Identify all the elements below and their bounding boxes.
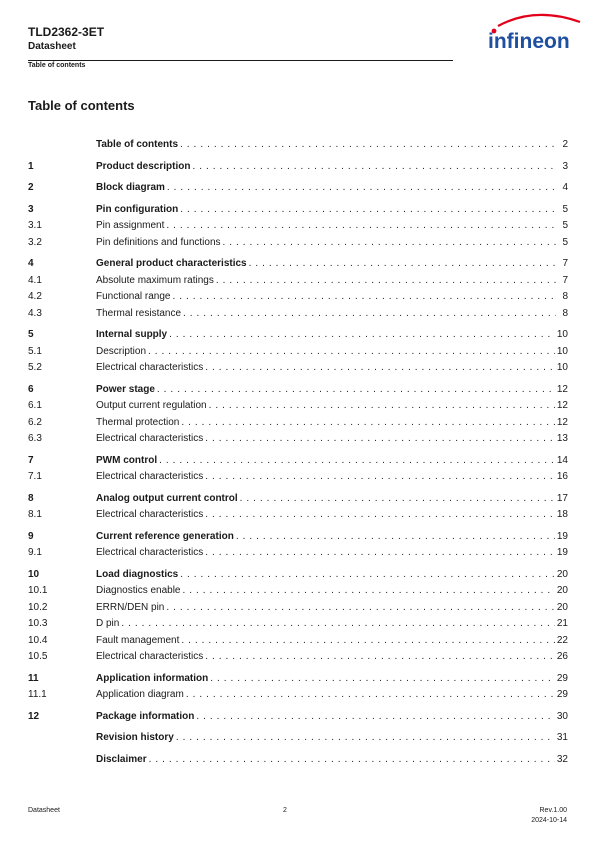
- toc-entry-page[interactable]: 12: [556, 400, 568, 411]
- toc-dot-leader: [236, 530, 555, 543]
- toc-entry-title[interactable]: Description: [96, 346, 147, 357]
- toc-entry-title[interactable]: Electrical characteristics: [96, 651, 204, 662]
- toc-dot-leader: [181, 416, 555, 429]
- toc-dot-leader: [205, 650, 555, 663]
- toc-entry-page[interactable]: 8: [562, 308, 568, 319]
- toc-entry-title[interactable]: Product description: [96, 161, 191, 172]
- toc-entry[interactable]: [28, 399, 568, 412]
- toc-entry[interactable]: [28, 601, 568, 614]
- toc-entry-number: 10.3: [28, 618, 48, 629]
- toc-entry-page[interactable]: 7: [562, 275, 568, 286]
- toc-dot-leader: [166, 601, 555, 614]
- toc-entry-title[interactable]: Package information: [96, 711, 195, 722]
- toc-entry-page[interactable]: 26: [556, 651, 568, 662]
- toc-dot-leader: [209, 399, 555, 412]
- revision-date: 2024-10-14: [531, 817, 567, 824]
- toc-entry[interactable]: [28, 634, 568, 647]
- toc-entry-number: 5.1: [28, 346, 42, 357]
- toc-entry-number: 7: [28, 455, 34, 466]
- toc-entry-number: 8: [28, 493, 34, 504]
- toc-entry-title[interactable]: PWM control: [96, 455, 158, 466]
- toc-entry-title[interactable]: Functional range: [96, 291, 171, 302]
- toc-entry-title[interactable]: Output current regulation: [96, 400, 207, 411]
- toc-entry[interactable]: [28, 508, 568, 521]
- toc-entry-page[interactable]: 18: [556, 509, 568, 520]
- toc-entry-page[interactable]: 10: [556, 329, 568, 340]
- toc-entry-title[interactable]: Pin definitions and functions: [96, 237, 221, 248]
- toc-entry[interactable]: [28, 584, 568, 597]
- toc-entry-page[interactable]: 19: [556, 531, 568, 542]
- toc-entry-title[interactable]: Electrical characteristics: [96, 433, 204, 444]
- toc-entry-title[interactable]: Fault management: [96, 635, 180, 646]
- toc-dot-leader: [121, 617, 555, 630]
- toc-entry-page[interactable]: 31: [556, 732, 568, 743]
- toc-entry-number: 10.2: [28, 602, 48, 613]
- toc-entry-number: 4.1: [28, 275, 42, 286]
- toc-dot-leader: [159, 454, 555, 467]
- page-number: 2: [283, 807, 287, 814]
- toc-entry-title[interactable]: Pin configuration: [96, 204, 179, 215]
- toc-entry-page[interactable]: 29: [556, 673, 568, 684]
- toc-entry[interactable]: [28, 361, 568, 374]
- toc-entry[interactable]: [28, 160, 568, 173]
- toc-dot-leader: [157, 383, 555, 396]
- toc-dot-leader: [169, 328, 555, 341]
- toc-entry[interactable]: [28, 650, 568, 663]
- toc-entry-number: 9.1: [28, 547, 42, 558]
- toc-entry-number: 10.4: [28, 635, 48, 646]
- toc-entry[interactable]: [28, 345, 568, 358]
- toc-entry-title[interactable]: Revision history: [96, 732, 174, 743]
- toc-entry[interactable]: [28, 219, 568, 232]
- toc-entry-title[interactable]: Analog output current control: [96, 493, 238, 504]
- toc-entry-page[interactable]: 10: [556, 346, 568, 357]
- toc-entry[interactable]: [28, 454, 568, 467]
- document-type: Datasheet: [28, 41, 76, 52]
- toc-entry-page[interactable]: 5: [562, 204, 568, 215]
- toc-entry-page[interactable]: 21: [556, 618, 568, 629]
- toc-entry-page[interactable]: 3: [562, 161, 568, 172]
- toc-dot-leader: [192, 160, 556, 173]
- toc-entry-title[interactable]: Current reference generation: [96, 531, 234, 542]
- toc-entry-number: 5.2: [28, 362, 42, 373]
- toc-entry-title[interactable]: Internal supply: [96, 329, 168, 340]
- toc-entry-number: 4.2: [28, 291, 42, 302]
- toc-entry-page[interactable]: 4: [562, 182, 568, 193]
- toc-entry-number: 4: [28, 258, 34, 269]
- toc-dot-leader: [149, 753, 555, 766]
- toc-entry-page[interactable]: 7: [562, 258, 568, 269]
- toc-entry-number: 7.1: [28, 471, 42, 482]
- toc-entry[interactable]: [28, 546, 568, 559]
- toc-dot-leader: [176, 731, 555, 744]
- toc-dot-leader: [205, 546, 555, 559]
- toc-entry-title[interactable]: ERRN/DEN pin: [96, 602, 165, 613]
- toc-entry-page[interactable]: 12: [556, 384, 568, 395]
- toc-entry-page[interactable]: 20: [556, 569, 568, 580]
- toc-entry-number: 10.1: [28, 585, 48, 596]
- toc-entry[interactable]: [28, 568, 568, 581]
- product-name: TLD2362-3ET: [28, 25, 105, 39]
- toc-entry-number: 8.1: [28, 509, 42, 520]
- toc-entry-title[interactable]: Power stage: [96, 384, 155, 395]
- toc-entry-number: 11: [28, 673, 39, 684]
- toc-entry-title[interactable]: Thermal protection: [96, 417, 180, 428]
- toc-entry-title[interactable]: Electrical characteristics: [96, 509, 204, 520]
- toc-entry-title[interactable]: Electrical characteristics: [96, 471, 204, 482]
- toc-dot-leader: [180, 138, 556, 151]
- toc-entry-number: 4.3: [28, 308, 42, 319]
- toc-dot-leader: [180, 568, 555, 581]
- toc-entry-page[interactable]: 22: [556, 635, 568, 646]
- toc-entry-title[interactable]: Load diagnostics: [96, 569, 179, 580]
- toc-entry[interactable]: [28, 383, 568, 396]
- toc-entry[interactable]: [28, 470, 568, 483]
- toc-entry[interactable]: [28, 688, 568, 701]
- toc-entry-title[interactable]: General product characteristics: [96, 258, 247, 269]
- toc-entry-title[interactable]: Diagnostics enable: [96, 585, 181, 596]
- toc-entry-page[interactable]: 20: [556, 585, 568, 596]
- toc-entry-title[interactable]: Table of contents: [96, 139, 179, 150]
- toc-entry-title[interactable]: Absolute maximum ratings: [96, 275, 214, 286]
- toc-entry[interactable]: [28, 274, 568, 287]
- toc-dot-leader: [249, 257, 556, 270]
- toc-dot-leader: [205, 432, 555, 445]
- toc-entry-title[interactable]: Thermal resistance: [96, 308, 182, 319]
- toc-entry[interactable]: [28, 530, 568, 543]
- toc-entry-number: 5: [28, 329, 34, 340]
- toc-heading: Table of contents: [28, 98, 135, 113]
- toc-entry-title[interactable]: D pin: [96, 618, 120, 629]
- toc-entry-page[interactable]: 29: [556, 689, 568, 700]
- toc-entry-title[interactable]: Electrical characteristics: [96, 547, 204, 558]
- toc-entry-number: 3: [28, 204, 34, 215]
- revision: Rev.1.00: [539, 807, 567, 814]
- toc-entry[interactable]: [28, 432, 568, 445]
- table-of-contents: [28, 0, 568, 842]
- toc-dot-leader: [196, 710, 555, 723]
- toc-entry-page[interactable]: 8: [562, 291, 568, 302]
- toc-entry-page[interactable]: 20: [556, 602, 568, 613]
- toc-entry-page[interactable]: 30: [556, 711, 568, 722]
- toc-dot-leader: [223, 236, 556, 249]
- toc-dot-leader: [180, 203, 556, 216]
- toc-entry-title[interactable]: Disclaimer: [96, 754, 147, 765]
- toc-dot-leader: [186, 688, 555, 701]
- toc-entry-title[interactable]: Block diagram: [96, 182, 165, 193]
- toc-dot-leader: [173, 290, 557, 303]
- toc-dot-leader: [166, 219, 556, 232]
- toc-entry[interactable]: [28, 138, 568, 151]
- toc-entry-number: 10.5: [28, 651, 48, 662]
- toc-entry-page[interactable]: 17: [556, 493, 568, 504]
- toc-dot-leader: [205, 508, 555, 521]
- toc-entry[interactable]: [28, 492, 568, 505]
- toc-entry-page[interactable]: 19: [556, 547, 568, 558]
- toc-entry[interactable]: [28, 753, 568, 766]
- toc-entry-number: 6.1: [28, 400, 42, 411]
- toc-entry-page[interactable]: 14: [556, 455, 568, 466]
- toc-entry-number: 10: [28, 569, 40, 580]
- toc-entry[interactable]: [28, 672, 568, 685]
- toc-entry-page[interactable]: 10: [556, 362, 568, 373]
- toc-entry-title[interactable]: Application diagram: [96, 689, 184, 700]
- toc-entry-number: 9: [28, 531, 34, 542]
- toc-entry[interactable]: [28, 203, 568, 216]
- footer-doc-type: Datasheet: [28, 807, 60, 814]
- toc-entry-number: 1: [28, 161, 34, 172]
- toc-entry-title[interactable]: Electrical characteristics: [96, 362, 204, 373]
- toc-entry-number: 12: [28, 711, 40, 722]
- toc-entry-number: 6: [28, 384, 34, 395]
- toc-entry[interactable]: [28, 617, 568, 630]
- toc-dot-leader: [216, 274, 556, 287]
- toc-entry[interactable]: [28, 181, 568, 194]
- toc-entry-page[interactable]: 16: [556, 471, 568, 482]
- toc-dot-leader: [183, 584, 555, 597]
- toc-dot-leader: [167, 181, 556, 194]
- toc-dot-leader: [205, 361, 555, 374]
- toc-entry[interactable]: [28, 731, 568, 744]
- toc-entry-page[interactable]: 5: [562, 220, 568, 231]
- toc-entry[interactable]: [28, 328, 568, 341]
- logo-wordmark: infineon: [488, 30, 570, 53]
- toc-entry-page[interactable]: 13: [556, 433, 568, 444]
- toc-entry-page[interactable]: 12: [556, 417, 568, 428]
- toc-entry-number: 6.2: [28, 417, 42, 428]
- toc-entry-title[interactable]: Application information: [96, 673, 209, 684]
- toc-entry-number: 2: [28, 182, 34, 193]
- toc-dot-leader: [240, 492, 555, 505]
- toc-entry-page[interactable]: 2: [562, 139, 568, 150]
- toc-entry-number: 3.1: [28, 220, 42, 231]
- toc-entry[interactable]: [28, 290, 568, 303]
- toc-dot-leader: [183, 307, 556, 320]
- running-section-title: Table of contents: [28, 62, 86, 69]
- toc-entry-title[interactable]: Pin assignment: [96, 220, 165, 231]
- toc-entry-page[interactable]: 5: [562, 237, 568, 248]
- toc-entry[interactable]: [28, 416, 568, 429]
- toc-dot-leader: [205, 470, 555, 483]
- toc-entry-page[interactable]: 32: [556, 754, 568, 765]
- toc-entry[interactable]: [28, 236, 568, 249]
- toc-dot-leader: [210, 672, 555, 685]
- toc-entry[interactable]: [28, 710, 568, 723]
- toc-entry[interactable]: [28, 307, 568, 320]
- toc-entry-number: 11.1: [28, 689, 47, 700]
- toc-entry[interactable]: [28, 257, 568, 270]
- toc-dot-leader: [181, 634, 554, 647]
- toc-entry-number: 3.2: [28, 237, 42, 248]
- toc-dot-leader: [148, 345, 555, 358]
- toc-entry-number: 6.3: [28, 433, 42, 444]
